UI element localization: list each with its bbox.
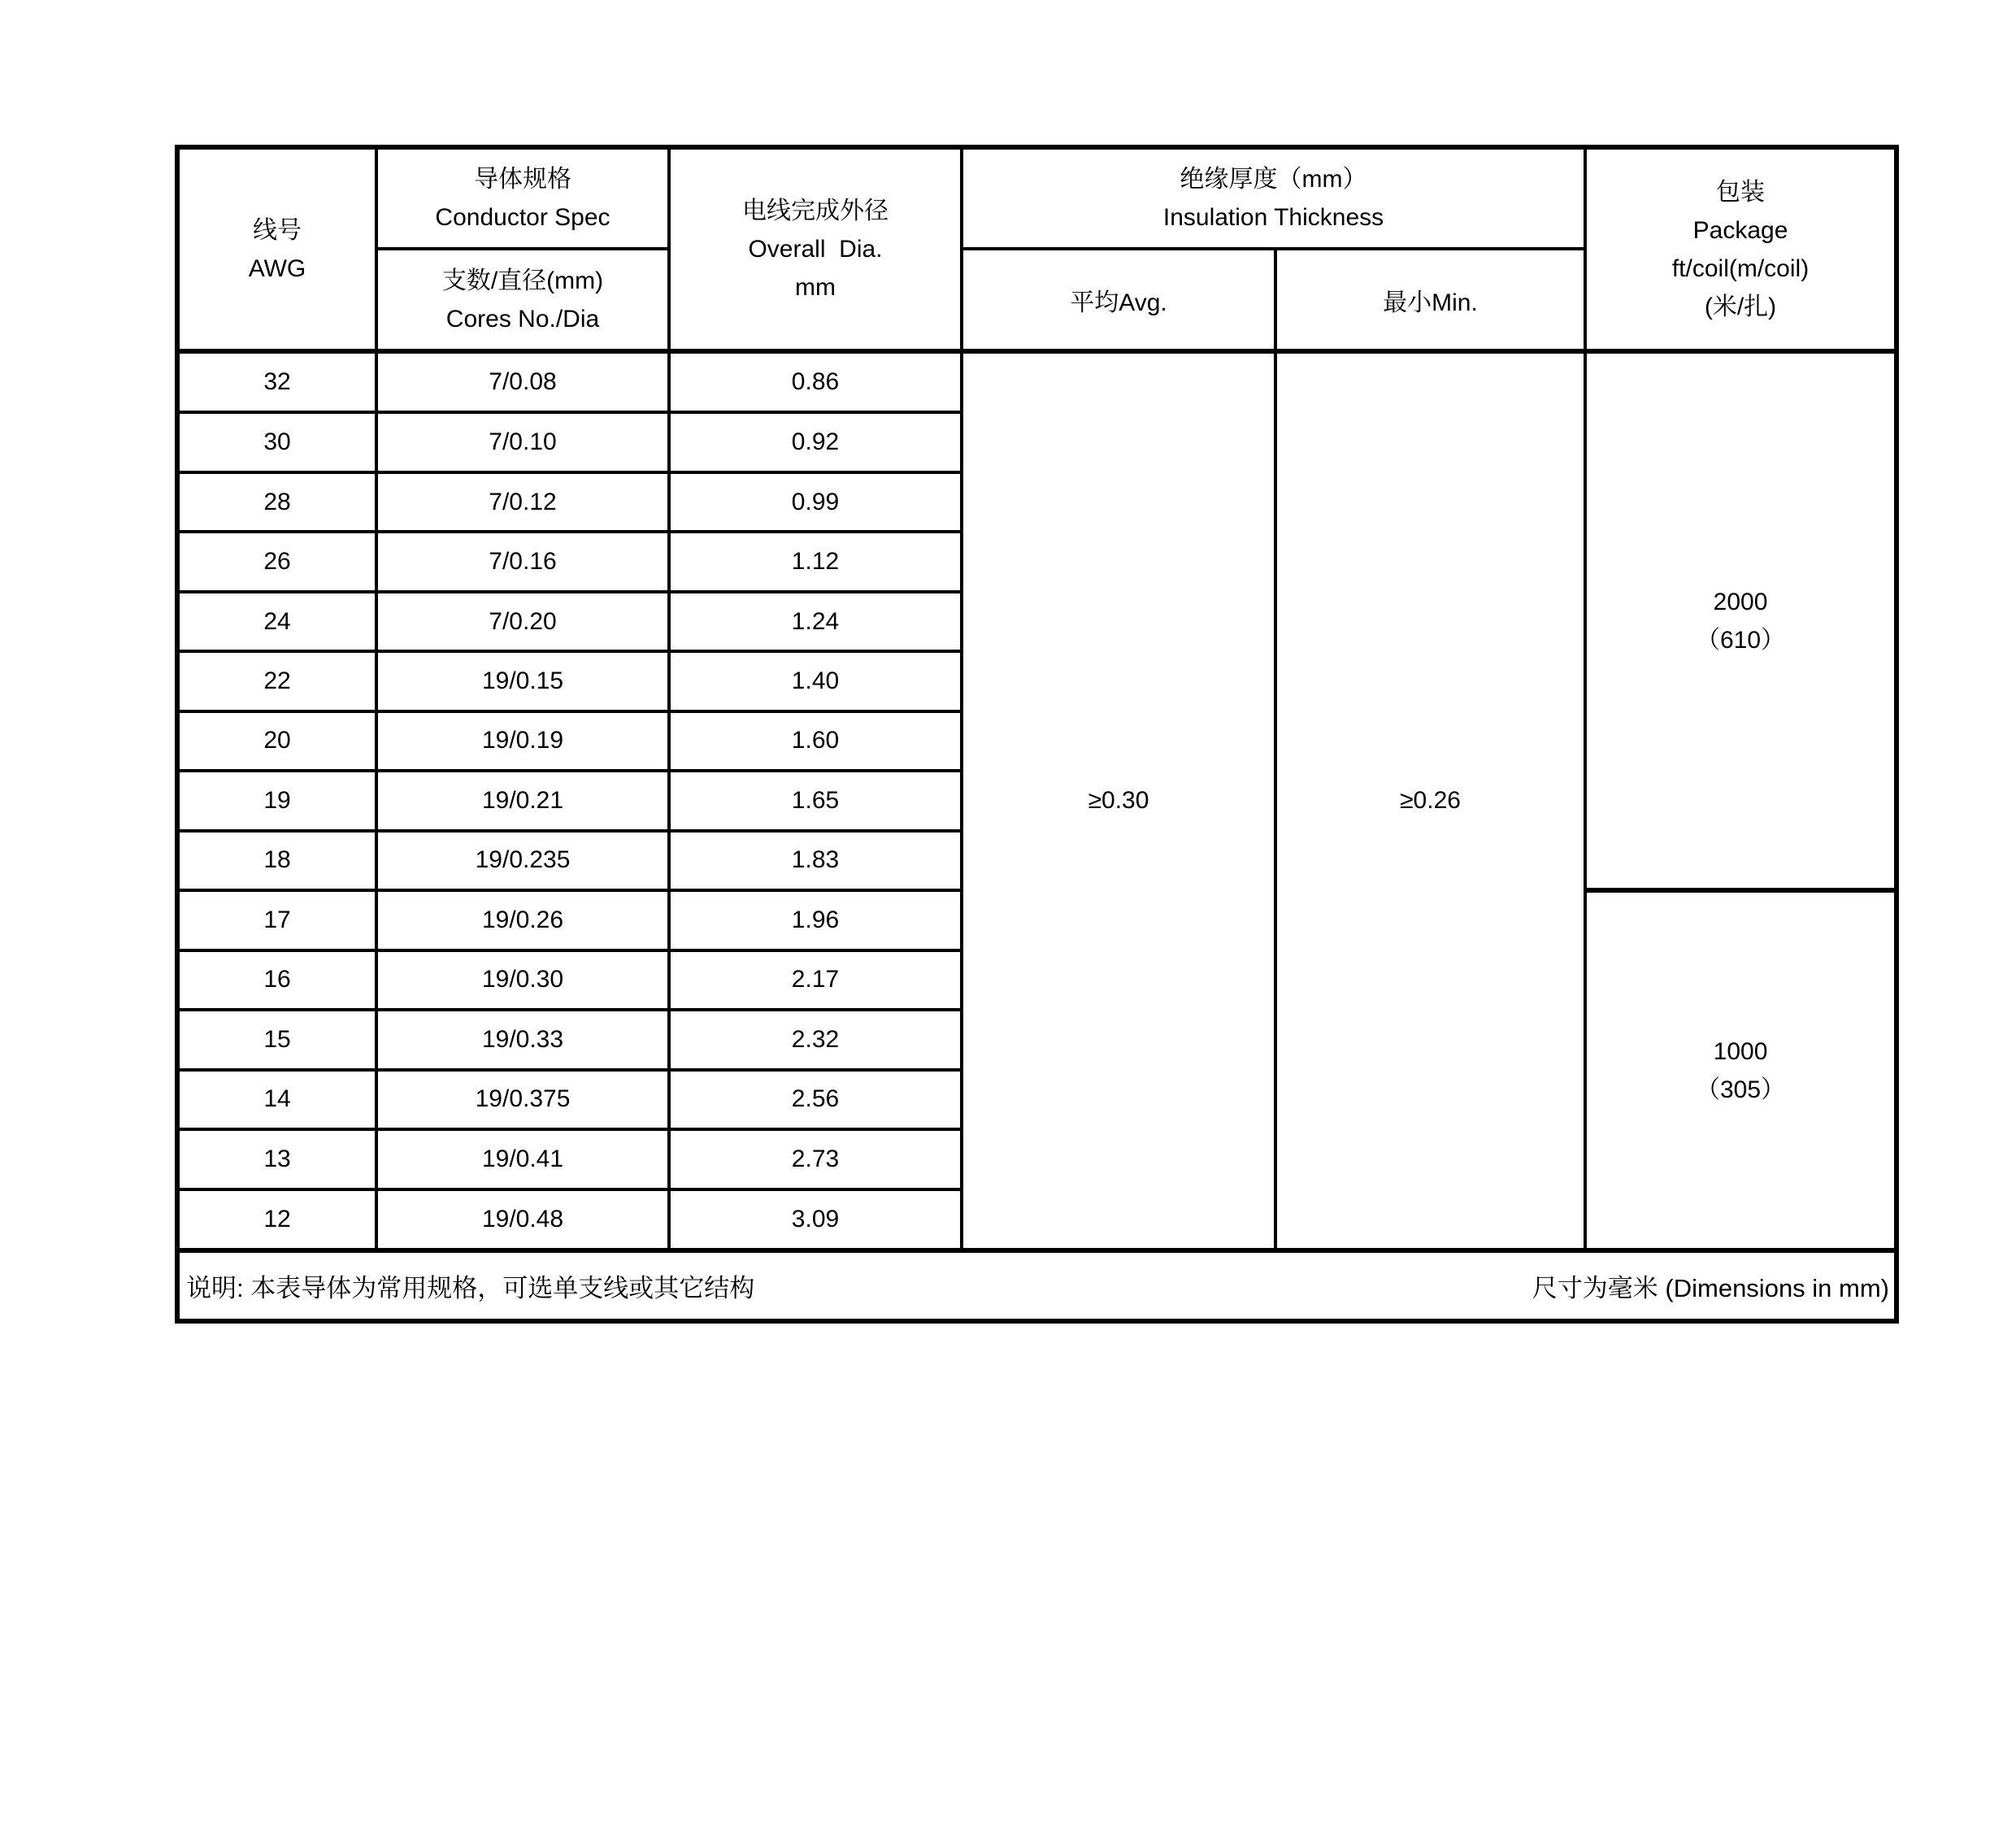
package-header-zh: 包装 <box>1716 178 1766 206</box>
note-left-text: 说明: 本表导体为常用规格，可选单支线或其它结构 <box>186 1274 755 1302</box>
dia-header-unit: mm <box>795 274 836 301</box>
conductor-spec-cell: 7/0.10 <box>376 412 669 472</box>
awg-cell: 26 <box>177 532 376 591</box>
cores-header-en: Cores No./Dia <box>445 305 600 333</box>
awg-cell: 22 <box>177 651 376 711</box>
awg-header-zh: 线号 <box>253 216 302 244</box>
insulation-min-cell: ≥0.26 <box>1275 351 1585 1250</box>
insulation-group-header <box>962 147 1585 249</box>
conductor-spec-cell: 19/0.15 <box>376 651 669 711</box>
conductor-spec-cell: 19/0.48 <box>376 1189 669 1251</box>
package-meters: （305） <box>1695 1076 1786 1103</box>
dia-header-en: Overall Dia. <box>748 236 883 263</box>
package-cell-1000 <box>1585 890 1897 1250</box>
overall-dia-cell: 2.73 <box>669 1129 962 1189</box>
overall-dia-cell: 0.99 <box>669 472 962 532</box>
conductor-spec-cell: 7/0.08 <box>376 351 669 412</box>
conductor-spec-cell: 7/0.16 <box>376 532 669 591</box>
conductor-spec-cell: 19/0.235 <box>376 831 669 890</box>
overall-dia-cell: 1.40 <box>669 651 962 711</box>
overall-dia-cell: 1.96 <box>669 890 962 950</box>
package-header-en: Package <box>1692 216 1788 244</box>
table-row <box>177 351 1897 412</box>
conductor-spec-cell: 19/0.375 <box>376 1070 669 1129</box>
conductor-spec-cell: 7/0.20 <box>376 592 669 651</box>
overall-dia-cell: 0.86 <box>669 351 962 412</box>
awg-header-en: AWG <box>248 254 306 282</box>
conductor-spec-cell: 19/0.33 <box>376 1010 669 1069</box>
min-subheader: 最小Min. <box>1275 249 1585 351</box>
conductor-spec-cell: 19/0.21 <box>376 771 669 830</box>
note-right-text: 尺寸为毫米 (Dimensions in mm) <box>1532 1274 1890 1302</box>
dia-header-zh: 电线完成外径 <box>742 198 889 224</box>
awg-cell: 18 <box>177 831 376 890</box>
conductor-header-en: Conductor Spec <box>435 204 610 231</box>
note-row <box>177 1250 1897 1321</box>
overall-dia-cell: 1.83 <box>669 831 962 890</box>
awg-cell: 12 <box>177 1189 376 1251</box>
package-qty: 2000 <box>1713 588 1768 615</box>
awg-cell: 30 <box>177 412 376 472</box>
awg-cell: 24 <box>177 592 376 651</box>
package-column-header <box>1585 147 1897 351</box>
note-cell <box>177 1250 1897 1321</box>
conductor-spec-cell: 19/0.41 <box>376 1129 669 1189</box>
conductor-spec-cell: 19/0.30 <box>376 950 669 1010</box>
conductor-spec-cell: 7/0.12 <box>376 472 669 532</box>
awg-cell: 28 <box>177 472 376 532</box>
overall-dia-cell: 0.92 <box>669 412 962 472</box>
avg-subheader: 平均Avg. <box>962 249 1275 351</box>
conductor-spec-group-header <box>376 147 669 249</box>
overall-dia-cell: 1.12 <box>669 532 962 591</box>
overall-dia-cell: 2.32 <box>669 1010 962 1069</box>
package-qty: 1000 <box>1713 1037 1768 1065</box>
cores-header-zh: 支数/直径(mm) <box>441 267 604 294</box>
overall-dia-cell: 2.17 <box>669 950 962 1010</box>
package-meters: （610） <box>1695 626 1786 654</box>
wire-spec-table <box>175 145 1899 1324</box>
package-cell-2000 <box>1585 351 1897 890</box>
overall-dia-cell: 3.09 <box>669 1189 962 1251</box>
overall-dia-cell: 1.65 <box>669 771 962 830</box>
awg-cell: 32 <box>177 351 376 412</box>
conductor-spec-cell: 19/0.26 <box>376 890 669 950</box>
conductor-spec-cell: 19/0.19 <box>376 711 669 771</box>
awg-cell: 17 <box>177 890 376 950</box>
overall-dia-cell: 2.56 <box>669 1070 962 1129</box>
package-header-unit2: (米/扎) <box>1704 293 1777 320</box>
header-row-1 <box>177 147 1897 249</box>
insulation-avg-cell: ≥0.30 <box>962 351 1275 1250</box>
overall-dia-column-header <box>669 147 962 351</box>
awg-cell: 14 <box>177 1070 376 1129</box>
package-header-unit: ft/coil(m/coil) <box>1671 254 1810 282</box>
conductor-header-zh: 导体规格 <box>474 166 571 193</box>
overall-dia-cell: 1.24 <box>669 592 962 651</box>
awg-cell: 20 <box>177 711 376 771</box>
awg-cell: 16 <box>177 950 376 1010</box>
overall-dia-cell: 1.60 <box>669 711 962 771</box>
awg-cell: 15 <box>177 1010 376 1069</box>
insulation-header-en: Insulation Thickness <box>1162 204 1384 231</box>
awg-column-header <box>177 147 376 351</box>
cores-subheader <box>376 249 669 351</box>
insulation-header-zh: 绝缘厚度（mm） <box>1180 166 1367 193</box>
awg-cell: 13 <box>177 1129 376 1189</box>
awg-cell: 19 <box>177 771 376 830</box>
